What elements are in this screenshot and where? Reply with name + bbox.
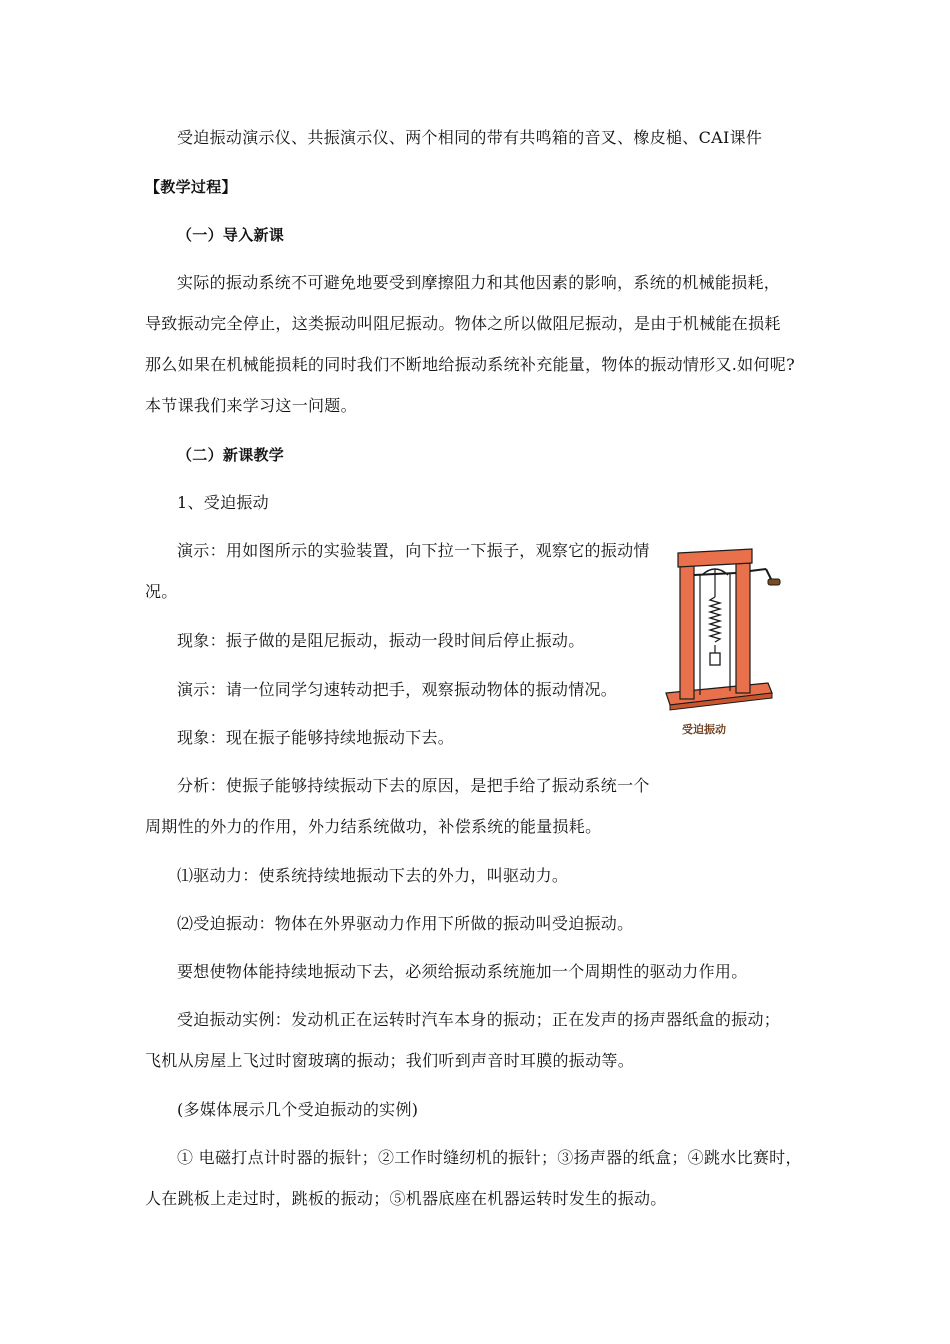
apparatus-crank-handle xyxy=(768,579,780,585)
paragraph-line: 导致振动完全停止，这类振动叫阻尼振动。物体之所以做阻尼振动，是由于机械能在损耗 xyxy=(145,314,781,333)
requirement-line: 要想使物体能持续地振动下去，必须给振动系统施加一个周期性的驱动力作用。 xyxy=(177,962,748,981)
list-line: ① 电磁打点计时器的振针；②工作时缝纫机的振针；③扬声器的纸盒；④跳水比赛时， xyxy=(177,1148,802,1167)
definition-line: ⑵受迫振动：物体在外界驱动力作用下所做的振动叫受迫振动。 xyxy=(177,914,634,933)
demo1-line: 演示：用如图所示的实验装置，向下拉一下振子，观察它的振动情 xyxy=(177,541,650,560)
forced-vibration-figure xyxy=(658,545,788,740)
materials-line: 受迫振动演示仪、共振演示仪、两个相同的带有共鸣箱的音叉、橡皮槌、CAI课件 xyxy=(177,128,763,147)
paragraph-line: 本节课我们来学习这一问题。 xyxy=(145,396,357,415)
list-line: 人在跳板上走过时，跳板的振动；⑤机器底座在机器运转时发生的振动。 xyxy=(145,1189,667,1208)
analysis-line: 周期性的外力的作用，外力结系统做功，补偿系统的能量损耗。 xyxy=(145,817,602,836)
section-title: 【教学过程】 xyxy=(145,178,237,196)
apparatus-left-post xyxy=(680,559,694,699)
paragraph-line: 实际的振动系统不可避免地要受到摩擦阻力和其他因素的影响，系统的机械能损耗， xyxy=(177,273,781,292)
apparatus-crank-shaft xyxy=(750,569,766,571)
figure-caption: 受迫振动 xyxy=(682,723,726,736)
apparatus-illustration xyxy=(658,545,788,740)
phenomenon2-line: 现象：现在振子能够持续地振动下去。 xyxy=(177,728,455,747)
demo1-line: 况。 xyxy=(145,582,178,601)
phenomenon1-line: 现象：振子做的是阻尼振动，振动一段时间后停止振动。 xyxy=(177,631,585,650)
multimedia-line: (多媒体展示几个受迫振动的实例) xyxy=(177,1100,419,1119)
apparatus-right-post xyxy=(736,555,750,693)
subsection-title: 1、受迫振动 xyxy=(177,493,269,512)
part1-heading: （一）导入新课 xyxy=(177,226,285,244)
analysis-line: 分析：使振子能够持续振动下去的原因，是把手给了振动系统一个 xyxy=(177,776,650,795)
apparatus-spring xyxy=(710,597,720,642)
apparatus-weight xyxy=(710,653,720,665)
paragraph-line: 那么如果在机械能损耗的同时我们不断地给振动系统补充能量，物体的振动情形又.如何呢? xyxy=(145,355,795,374)
part2-heading: （二）新课教学 xyxy=(177,446,285,464)
examples-line: 受迫振动实例：发动机正在运转时汽车本身的振动；正在发声的扬声器纸盒的振动； xyxy=(177,1010,781,1029)
demo2-line: 演示：请一位同学匀速转动把手，观察振动物体的振动情况。 xyxy=(177,680,618,699)
definition-line: ⑴驱动力：使系统持续地振动下去的外力，叫驱动力。 xyxy=(177,866,569,885)
examples-line: 飞机从房屋上飞过时窗玻璃的振动；我们听到声音时耳膜的振动等。 xyxy=(145,1051,635,1070)
